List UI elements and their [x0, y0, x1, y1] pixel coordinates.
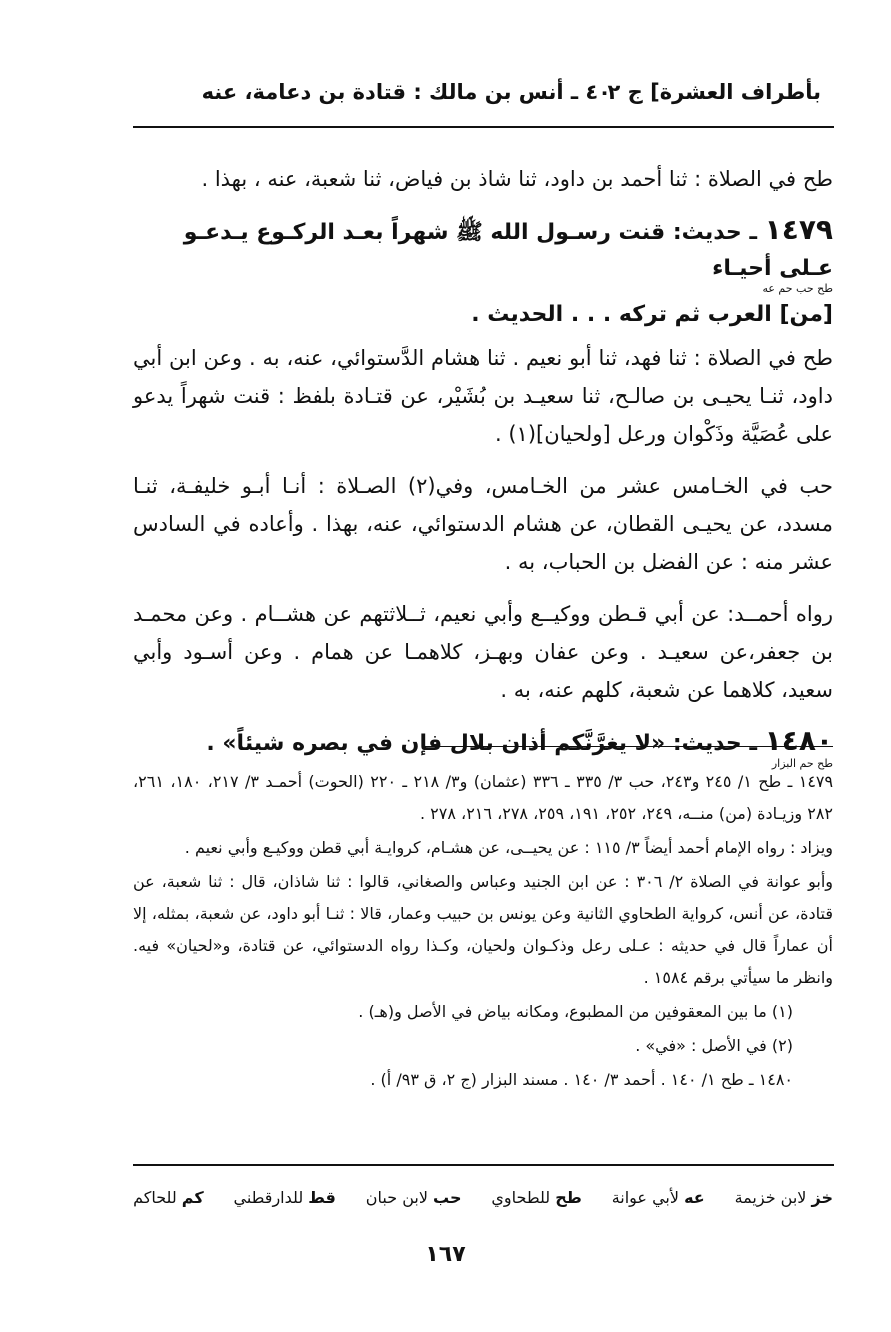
header-chapter-title: ٤٠ ـ أنس بن مالك : قتادة بن دعامة، عنه [201, 80, 611, 104]
abbreviations-rule [133, 1164, 834, 1166]
footnote-note-2: (٢) في الأصل : «في» . [635, 1036, 793, 1055]
footnote-addition: ويزاد : رواه الإمام أحمد أيضاً ٣/ ١١٥ : عن يحيــى، عن هشـام، كروايـة أبي قطن ووكيـع وأبي نعيم . [184, 838, 833, 857]
footnote-abu-awana: وأبو عوانة في الصلاة ٢/ ٣٠٦ : عن ابن الجنيد وعباس والصغاني، قالوا : ثنا شاذان، قال : ثنا شعبة، عن قتادة، عن أنس، كرواية الطحاوي الثانية وعن يونس بن حبيب وعمار، قالا : ثنـا أبو داود، عن شعبة، بمثله، إلا أن عماراً قال في حديثه : عـلى رعل وذكـوان ولحيان، وكـذا رواه الدستوائي، عن قتادة، و«لحيان» فيه. وانظر ما سيأتي برقم ١٥٨٤ . [133, 872, 834, 987]
abbr-item: حب لابن حبان [365, 1188, 462, 1207]
footnote-1480: ١٤٨٠ ـ طح ١/ ١٤٠ . أحمد ٣/ ١٤٠ . مسند البزار (ج ٢، ق ٩٣/ أ) . [370, 1070, 793, 1089]
footnotes [133, 766, 833, 1098]
hadith-sigla: طح حم البزار [771, 757, 833, 770]
abbreviations-key [133, 1188, 833, 1207]
paragraph-tahawi-2: طح في الصلاة : ثنا فهد، ثنا أبو نعيم . ثنا هشام الدَّستوائي، عنه، به . وعن ابن أبي داود، ثنـا يحيـى بن صالـح، ثنا سعيـد بن بُشَيْر، عن قتـادة بلفظ : قنت شهراً يدعو على عُصَيَّة وذَكْوان ورعل [ولحيان](١) . [133, 346, 833, 446]
footnote-note-1: (١) ما بين المعقوفين من المطبوع، ومكانه بياض في الأصل و(هـ) . [358, 1002, 793, 1021]
hadith-number: ١٤٨٠ [764, 724, 833, 757]
hadith-heading: ـ حديث: قنت رسـول الله ﷺ شهراً بعـد الركـوع يـدعـو عـلى أحيـاء [183, 220, 833, 281]
abbr-item: طح للطحاوي [491, 1188, 582, 1207]
footnote-1479: ١٤٧٩ ـ طح ١/ ٢٤٥ و٢٤٣، حب ٣/ ٣٣٥ ـ ٣٣٦ (عثمان) و٣/ ٢١٨ ـ ٢٢٠ (الحوت) أحمـد ٣/ ٢١٧، ١٨٠، ٢٦١، ٢٨٢ وزيـادة (من) منــه، ٢٤٩، ٢٥٢، ١٩١، ٢٥٩، ٢٧٨، ٢١٦، ٢٧٨ . [133, 772, 834, 823]
hadith-number: ١٤٧٩ [764, 213, 833, 246]
header-book-title: بأطراف العشرة] ج ٢ [607, 80, 821, 104]
abbr-item: كم للحاكم [133, 1188, 204, 1207]
hadith-1479 [133, 212, 833, 333]
abbr-item: خز لابن خزيمة [734, 1188, 833, 1207]
footnote-separator [423, 746, 833, 747]
header-rule [133, 126, 834, 128]
hadith-heading-cont: [من] العرب ثم تركه . . . الحديث . [471, 302, 833, 327]
hadith-heading: ـ حديث: «لا يغرَّنَّكم أذان بلال فإن في بصره شيئاً» . [206, 731, 757, 756]
paragraph-tahawi-1: طح في الصلاة : ثنا أحمد بن داود، ثنا شاذ بن فياض، ثنا شعبة، عنه ، بهذا . [201, 167, 833, 191]
main-text [133, 160, 833, 776]
paragraph-ahmad: رواه أحمــد: عن أبي قـطن ووكيــع وأبي نعيم، ثــلاثتهم عن هشــام . وعن محمـد بن جعفر،عن سعيـد . وعن عفان وبهـز، كلاهمـا عن همام . وعن أسـود وأبي سعيد، كلاهما عن شعبة، كلهم عنه، به . [133, 602, 833, 702]
hadith-sigla: طح حب حم عه [762, 282, 833, 295]
abbr-item: عه لأبي عوانة [611, 1188, 705, 1207]
paragraph-ibn-hibban: حب في الخـامس عشر من الخـامس، وفي(٢) الصـلاة : أنـا أبـو خليفـة، ثنـا مسدد، عن يحيـى القطان، عن هشام الدستوائي، عنه، بهذا . وأعاده في السادس عشر منه : عن الفضل بن الحباب، به . [133, 474, 833, 574]
running-header [130, 80, 821, 114]
page-number: ١٦٧ [425, 1242, 466, 1267]
abbr-item: قط للدارقطني [233, 1188, 336, 1207]
